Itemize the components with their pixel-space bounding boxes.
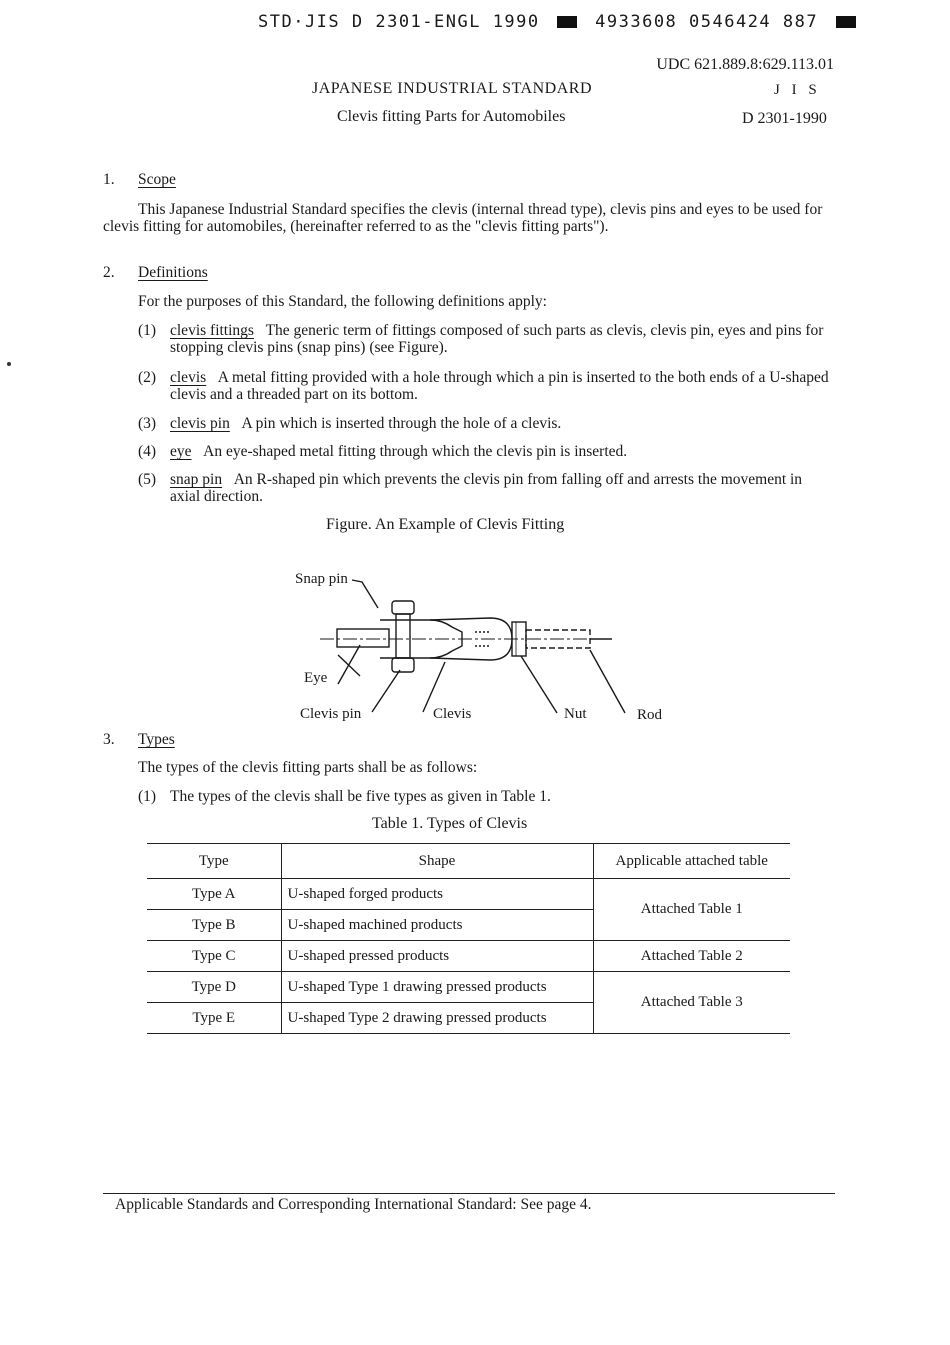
label-eye: Eye — [304, 670, 328, 686]
label-snap-pin: Snap pin — [295, 571, 348, 587]
leader-clevis — [423, 662, 445, 712]
scan-header — [258, 12, 862, 32]
item-number: (1) — [138, 788, 157, 805]
definition-term: clevis — [170, 369, 207, 386]
types-intro: The types of the clevis fitting parts shall be as follows: — [138, 759, 478, 776]
types-of-clevis-table — [147, 843, 790, 1034]
definition-text: A pin which is inserted through the hole of a clevis. — [241, 415, 562, 432]
column-header: Shape — [281, 844, 593, 879]
shape-cell: U-shaped Type 1 drawing pressed products — [281, 972, 593, 1003]
type-cell: Type C — [147, 941, 281, 972]
item-number: (3) — [138, 415, 157, 432]
section-number: 1. — [103, 171, 115, 188]
udc-code: UDC 621.889.8:629.113.01 — [656, 56, 834, 73]
definition-item — [170, 369, 830, 403]
item-number: (1) — [138, 322, 157, 339]
table-row — [147, 972, 790, 1003]
clevis-pin-head-bottom — [392, 658, 414, 672]
shape-cell: U-shaped Type 2 drawing pressed products — [281, 1003, 593, 1034]
block-mark — [557, 16, 577, 28]
item-number: (2) — [138, 369, 157, 386]
section-heading-definitions: Definitions — [138, 264, 208, 281]
leader-clevis-pin — [372, 670, 400, 712]
label-clevis: Clevis — [433, 706, 472, 722]
definition-item — [170, 415, 830, 432]
label-nut: Nut — [564, 706, 587, 722]
clevis-pin-head-top — [392, 601, 414, 614]
table-caption: Table 1. Types of Clevis — [372, 815, 528, 832]
item-number: (5) — [138, 471, 157, 488]
attached-table-cell: Attached Table 2 — [593, 941, 790, 972]
leader-nut — [521, 656, 557, 713]
header-code: 4933608 0546424 887 — [595, 12, 819, 32]
definition-text: An R-shaped pin which prevents the clevis pin from falling off and arrests the movement in axial direction. — [170, 471, 803, 505]
footnote-rule — [103, 1193, 835, 1194]
definition-item — [170, 443, 830, 460]
definition-term: clevis fittings — [170, 322, 254, 339]
std-id: STD·JIS D 2301-ENGL 1990 — [258, 12, 540, 32]
shape-cell: U-shaped pressed products — [281, 941, 593, 972]
table-header-row — [147, 844, 790, 879]
type-cell: Type E — [147, 1003, 281, 1034]
leader-rod — [590, 650, 625, 713]
attached-table-cell: Attached Table 3 — [593, 972, 790, 1034]
jis-mark: J I S — [774, 82, 821, 98]
types-item: The types of the clevis shall be five types as given in Table 1. — [170, 788, 551, 805]
definition-item — [170, 471, 830, 505]
leader-eye — [338, 645, 360, 684]
definition-text: The generic term of fittings composed of such parts as clevis, clevis pin, eyes and pins for stopping clevis pins (snap pins) (see Figure). — [170, 322, 824, 356]
attached-table-cell: Attached Table 1 — [593, 879, 790, 941]
shape-cell: U-shaped machined products — [281, 910, 593, 941]
definition-text: An eye-shaped metal fitting through which the clevis pin is inserted. — [203, 443, 628, 460]
standard-number: D 2301-1990 — [742, 110, 827, 127]
document-subtitle: Clevis fitting Parts for Automobiles — [337, 108, 566, 125]
definition-text: A metal fitting provided with a hole through which a pin is inserted to the both ends of a U-shaped clevis and a threaded part on its bottom. — [170, 369, 829, 403]
leader-snap-pin — [352, 580, 378, 608]
definition-item — [170, 322, 830, 356]
column-header: Type — [147, 844, 281, 879]
scan-artifact — [7, 362, 11, 366]
table-row — [147, 879, 790, 910]
eye-rod — [337, 629, 389, 647]
shape-cell: U-shaped forged products — [281, 879, 593, 910]
footnote: Applicable Standards and Corresponding International Standard: See page 4. — [115, 1196, 592, 1213]
block-mark — [836, 16, 856, 28]
definitions-intro: For the purposes of this Standard, the following definitions apply: — [138, 293, 547, 310]
standard-title: JAPANESE INDUSTRIAL STANDARD — [312, 80, 592, 97]
label-rod: Rod — [637, 707, 663, 723]
figure-caption: Figure. An Example of Clevis Fitting — [326, 516, 565, 533]
scope-paragraph: This Japanese Industrial Standard specifies the clevis (internal thread type), clevis pins and eyes to be used for clevis fitting for automobiles, (hereinafter referred to as the "clevis fitting parts"). — [103, 201, 823, 235]
type-cell: Type B — [147, 910, 281, 941]
definition-term: snap pin — [170, 471, 223, 488]
type-cell: Type A — [147, 879, 281, 910]
definition-term: eye — [170, 443, 192, 460]
column-header: Applicable attached table — [593, 844, 790, 879]
item-number: (4) — [138, 443, 157, 460]
table-row — [147, 941, 790, 972]
section-heading-types: Types — [138, 731, 175, 748]
definition-term: clevis pin — [170, 415, 230, 432]
label-clevis-pin: Clevis pin — [300, 706, 362, 722]
section-number: 3. — [103, 731, 115, 748]
section-number: 2. — [103, 264, 115, 281]
section-heading-scope: Scope — [138, 171, 176, 188]
type-cell: Type D — [147, 972, 281, 1003]
